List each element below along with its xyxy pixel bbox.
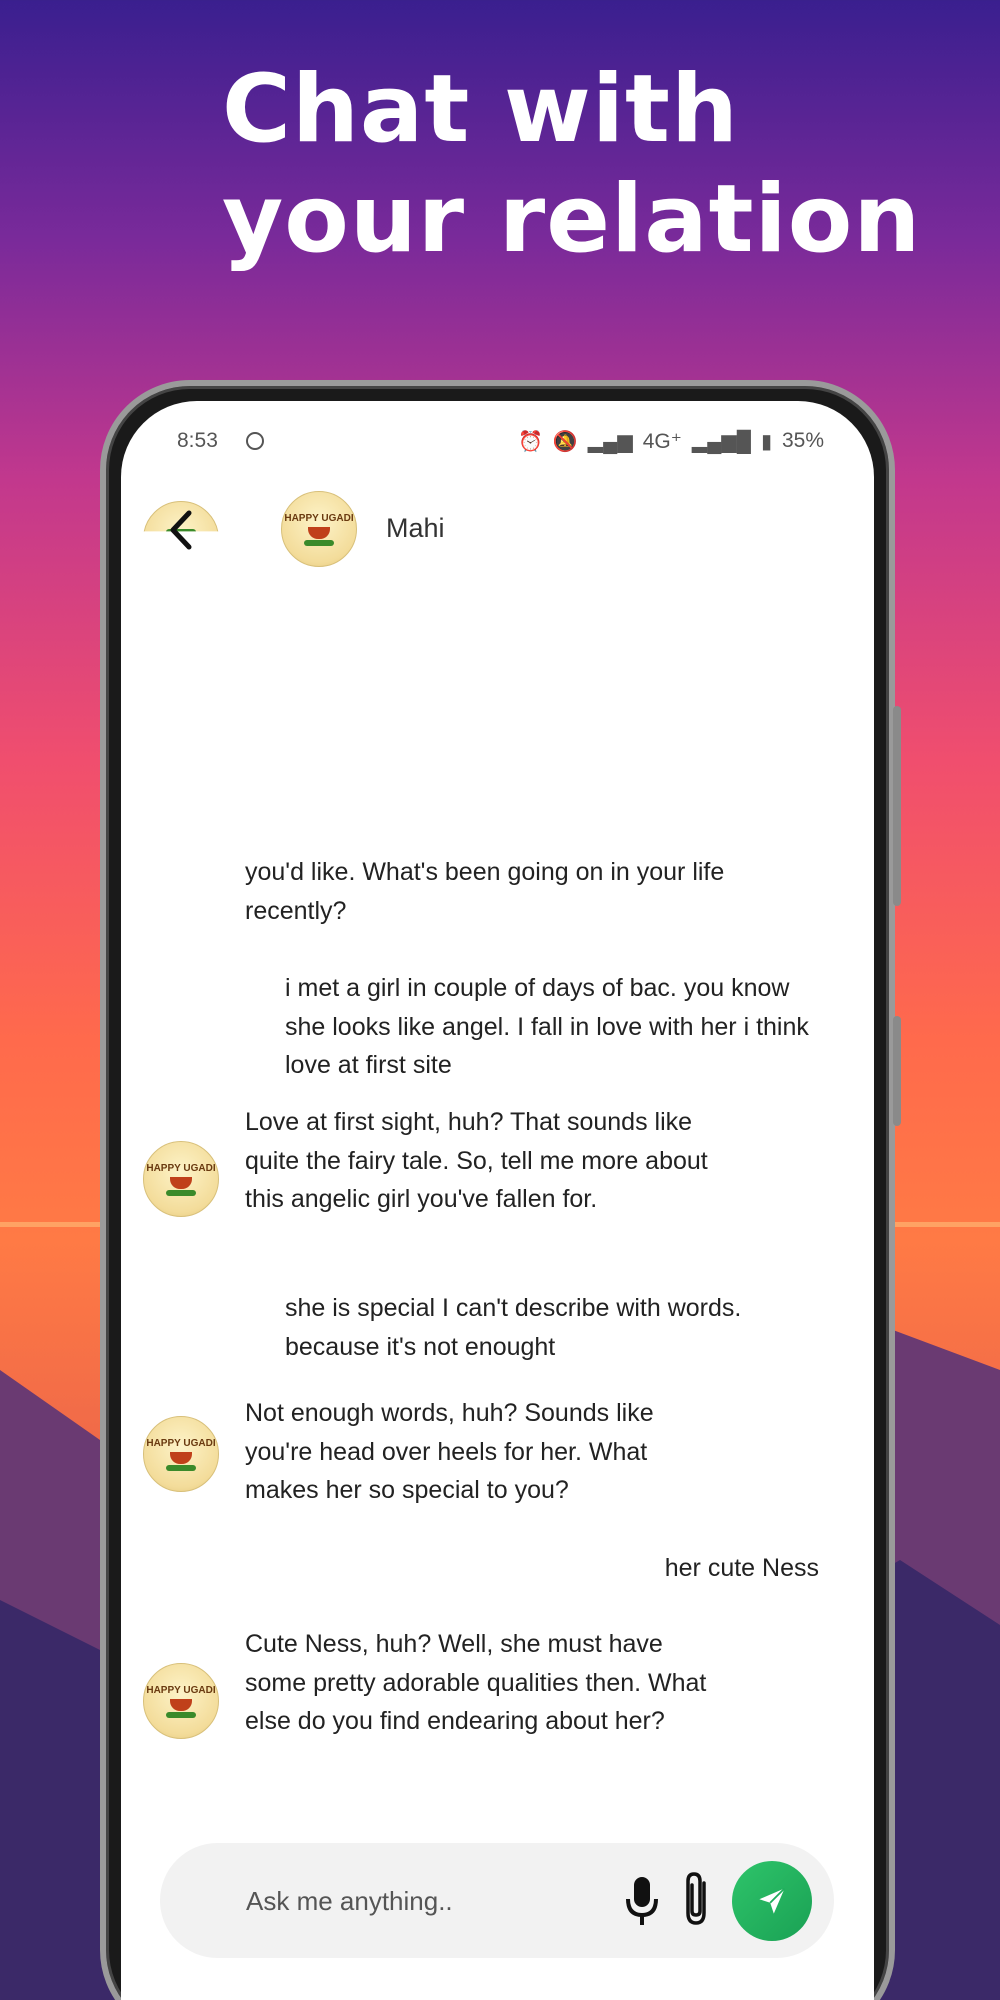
battery-icon: ▮ — [760, 430, 772, 453]
network-type: 4G⁺ — [642, 429, 682, 453]
mute-icon: 🔕 — [552, 430, 578, 453]
signal-strength-icon: ▂▄▆█ — [691, 430, 751, 453]
status-bar — [121, 421, 874, 461]
bot-message: Love at first sight, huh? That sounds like quite the fairy tale. So, tell me more about this angelic girl you've fallen for. — [245, 1108, 708, 1213]
chat-header — [121, 491, 874, 571]
bot-avatar — [143, 1416, 219, 1492]
bot-message: you'd like. What's been going on in your life recently? — [245, 858, 725, 925]
avatar-label: HAPPY UGADI — [146, 1684, 216, 1696]
microphone-icon — [622, 1873, 662, 1929]
attach-button[interactable] — [678, 1869, 716, 1929]
bot-message: Not enough words, huh? Sounds like you're head over heels for her. What makes her so special to you? — [245, 1399, 654, 1504]
contact-avatar[interactable] — [281, 491, 357, 567]
send-icon — [754, 1883, 790, 1919]
bot-avatar — [143, 1141, 219, 1217]
back-arrow-icon — [161, 505, 201, 555]
message-input-bar — [160, 1843, 834, 1958]
phone-power-button — [893, 1016, 901, 1126]
status-time: 8:53 — [177, 429, 218, 452]
bot-avatar — [143, 1663, 219, 1739]
user-message: her cute Ness — [664, 1554, 819, 1582]
phone-frame — [100, 380, 895, 2000]
user-message: she is special I can't describe with words. because it's not enought — [285, 1294, 742, 1361]
signal-icon: ▂▄▆ — [587, 430, 633, 453]
paperclip-icon — [678, 1869, 716, 1929]
promo-headline: Chat with your relation — [222, 55, 922, 274]
contact-name: Mahi — [386, 513, 445, 543]
alarm-icon: ⏰ — [517, 430, 543, 453]
phone-screen — [121, 401, 874, 2000]
send-button[interactable] — [732, 1861, 812, 1941]
bot-message: Cute Ness, huh? Well, she must have some pretty adorable qualities then. What else do you find endearing about her? — [245, 1630, 707, 1735]
status-icons — [518, 429, 824, 454]
status-notification-icon — [246, 432, 264, 450]
avatar-label: HAPPY UGADI — [146, 1437, 216, 1449]
message-input[interactable] — [246, 1879, 586, 1923]
back-button[interactable] — [161, 505, 201, 555]
battery-percent: 35% — [781, 429, 824, 452]
mic-button[interactable] — [622, 1873, 662, 1929]
phone-volume-button — [893, 706, 901, 906]
user-message: i met a girl in couple of days of bac. you know she looks like angel. I fall in love with her i think love at first site — [285, 974, 809, 1079]
avatar-label: HAPPY UGADI — [146, 1162, 216, 1174]
avatar-label: HAPPY UGADI — [284, 512, 354, 524]
